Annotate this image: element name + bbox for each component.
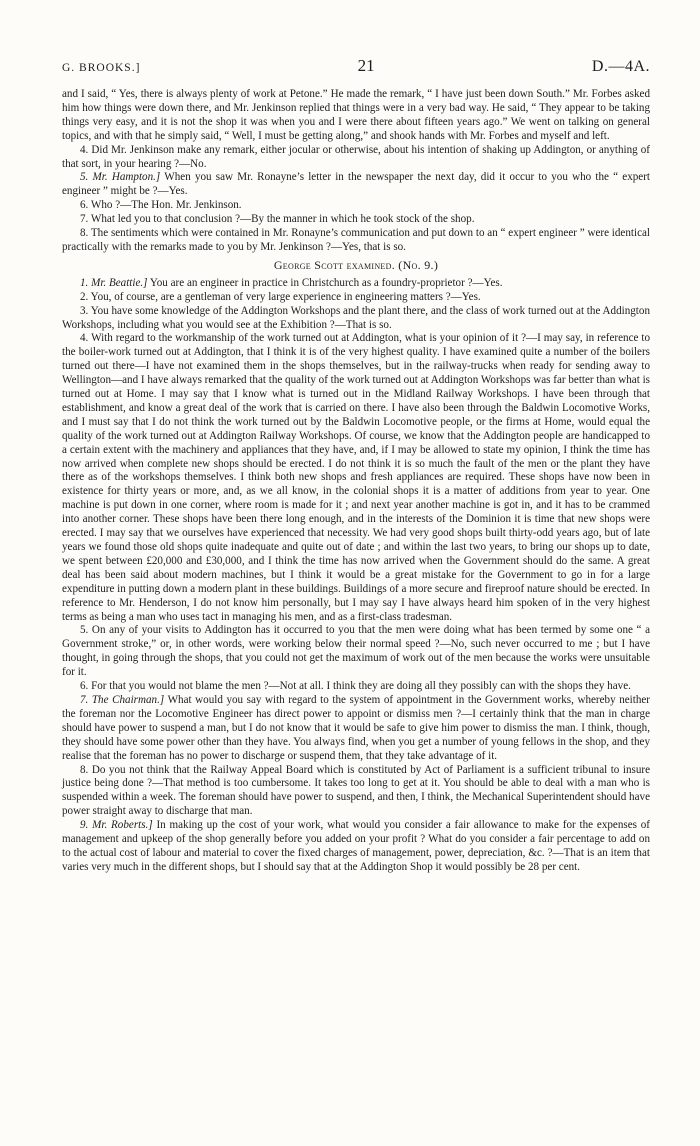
testimony-paragraph [62,305,650,333]
paragraph-text: 6. For that you would not blame the men ?—Not at all. I think they are doing all they possibly can with the shops they have. [80,680,631,693]
paragraph-text: You are an engineer in practice in Christchurch as a foundry-proprietor ?—Yes. [149,276,503,289]
testimony-paragraph [62,819,650,875]
running-head [62,56,650,74]
paragraph-text: 7. What led you to that conclusion ?—By the manner in which he took stock of the shop. [80,213,475,226]
document-reference: D.—4A. [591,58,650,75]
paragraph-text: 3. You have some knowledge of the Addington Workshops and the plant there, and the class of work turned out at the Addington Workshops, including what you would see at the Exhibition ?—That is so. [62,304,650,331]
paragraph-text: 5. On any of your visits to Addington has it occurred to you that the men were doing what has been termed by some one “ a Government stroke,” or, in other words, were working below their normal speed ?—No, such never occurred to me ; but I have thought, in going through the shops, that you could not get the maximum of work out of the men because the works were unsuitable for it. [62,624,650,679]
document-body [62,88,650,875]
page-number: 21 [357,56,375,75]
testimony-before [62,88,650,255]
paragraph-text: When you saw Mr. Ronayne’s letter in the newspaper the next day, did it occur to you who the “ expert engineer ” might be ?—Yes. [62,171,650,198]
testimony-paragraph [62,199,650,213]
testimony-paragraph [62,171,650,199]
paragraph-text: and I said, “ Yes, there is always plenty of work at Petone.” He made the remark, “ I have just been down South.” Mr. Forbes asked him how things were down there, and Mr. Jenkinson replied that things were in a very bad way. He said, “ They appear to be taking things very easy, and it is not the shop it was when you and I were there about fifteen years ago.” We went on talking on general topics, and with that he simply said, “ Well, I must be getting along,” and shook hands with Mr. Forbes and myself and left. [62,88,650,142]
speaker-label: 9. Mr. Roberts.] [80,819,153,832]
paragraph-text: 4. Did Mr. Jenkinson make any remark, either jocular or otherwise, about his intention of shaking up Addington, or anything of that sort, in your hearing ?—No. [62,143,650,170]
testimony-paragraph [62,764,650,820]
testimony-paragraph [62,227,650,255]
speaker-label: 1. Mr. Beattie.] [80,276,148,289]
paragraph-text: In making up the cost of your work, what would you consider a fair allowance to make for the expenses of management and upkeep of the shop generally before you added on your profit ? What do you consider a fair percentage to add on to the actual cost of labour and material to cover the fixed charges of management, power, depreciation, &c. ?—That is an item that varies very much in the different shops, but I should say that at the Addington Shop it would possibly be 28 per cent. [62,819,650,873]
header-witness-name: G. BROOKS.] [62,62,141,74]
paragraph-text: 8. Do you not think that the Railway Appeal Board which is constituted by Act of Parliament is a sufficient tribunal to insure justice being done ?—That method is too cumbersome. It takes too long to get at it. You should be able to deal with a man who is suspended within a week. The foreman should have power to suspend, and then, I think, the Mechanical Superintendent should have power straight away to discharge that man. [62,763,650,818]
paragraph-text: 4. With regard to the workmanship of the work turned out at Addington, what is your opinion of it ?—I may say, in reference to the boiler-work turned out at Addington, that I think it is of the very highest quality. I have examined quite a number of the boilers turned out there—I have not examined them in the shops themselves, but in the railway-trucks when ready for sending away to Wellington—and I have always remarked that the quality of the work turned out at Addington Workshops was far better than what is turned out at Home. I may say that I know what is turned out in the Midland Railway Workshops. I have been through that establishment, and know a great deal of the work that is carried on there. I have also been through the Baldwin Locomotive Works, and I must say that I do not think the work turned out by the Baldwin Locomotive people, or the firms at Home, would equal the quality of the work turned out at Addington Railway Workshops. Of course, we know that the Addington people are handicapped to a certain extent with the machinery and appliances that they have, and, if I may be allowed to state my opinion, I think the time has now arrived when complete new shops should be erected. I do not think it is so much the fault of the men or the plant they have there as of the workshops themselves. I think both new shops and fresh appliances are required. These shops have now been in existence for thirty years or more, and, as we all know, in the colonial shops it is a matter of additions from year to year. One machine is put down in one corner, where room is made for it ; and next year another machine is got in, and it has to be crammed into another corner. These shops have been there long enough, and in the interests of the Dominion it is time that new shops were erected. I may say that we ourselves have experienced that necessity. We had very good shops built thirty-odd years ago, but of late years we found those old shops quite inadequate and quite out of date ; and within the last two years, to bring our shops up to date, we spent between £20,000 and £30,000, and I think the time has now arrived when the Government should do the same. A great deal has been said about modern machines, but I think it would be a great mistake for the Government to go in for a large expenditure in putting down a modern plant in these buildings. Buildings of a more secure and fireproof nature should be erected. In reference to Mr. Henderson, I do not know him personally, but I may say I have always heard him spoken of in the very highest terms as being a man who uses tact in managing his men, and as a first-class tradesman. [62,332,650,623]
speaker-label: 5. Mr. Hampton.] [80,171,161,184]
testimony-paragraph [62,88,650,144]
section-heading: George Scott examined. (No. 9.) [273,257,439,272]
testimony-paragraph [62,291,650,305]
paragraph-text: What would you say with regard to the system of appointment in the Government works, whereby neither the foreman nor the Locomotive Engineer has direct power to appoint or dismiss men ?—I certainly think that the man in charge should have power to suspend a man, but I do not know that it would be safe to give him power to dismiss the man. I think, though, they should have some power other than they have. You always find, when you get a number of young fellows in the shop, and they realise that the foreman has no power to discharge or suspend them, that they take advantage of it. [62,693,650,762]
testimony-paragraph [62,144,650,172]
paragraph-text: 2. You, of course, are a gentleman of very large experience in engineering matters ?—Yes. [80,290,481,303]
paragraph-text: 8. The sentiments which were contained in Mr. Ronayne’s communication and put down to an “ expert engineer ” were identical practically with the remarks made to you by Mr. Jenkinson ?—Yes, that is so. [62,227,650,253]
testimony-paragraph [62,694,650,764]
testimony-paragraph [62,332,650,624]
paragraph-text: 6. Who ?—The Hon. Mr. Jenkinson. [80,199,242,212]
testimony-paragraph [62,680,650,694]
speaker-label: 7. The Chairman.] [80,693,165,706]
testimony-after [62,277,650,875]
testimony-paragraph [62,277,650,291]
testimony-paragraph [62,213,650,227]
testimony-paragraph [62,624,650,680]
